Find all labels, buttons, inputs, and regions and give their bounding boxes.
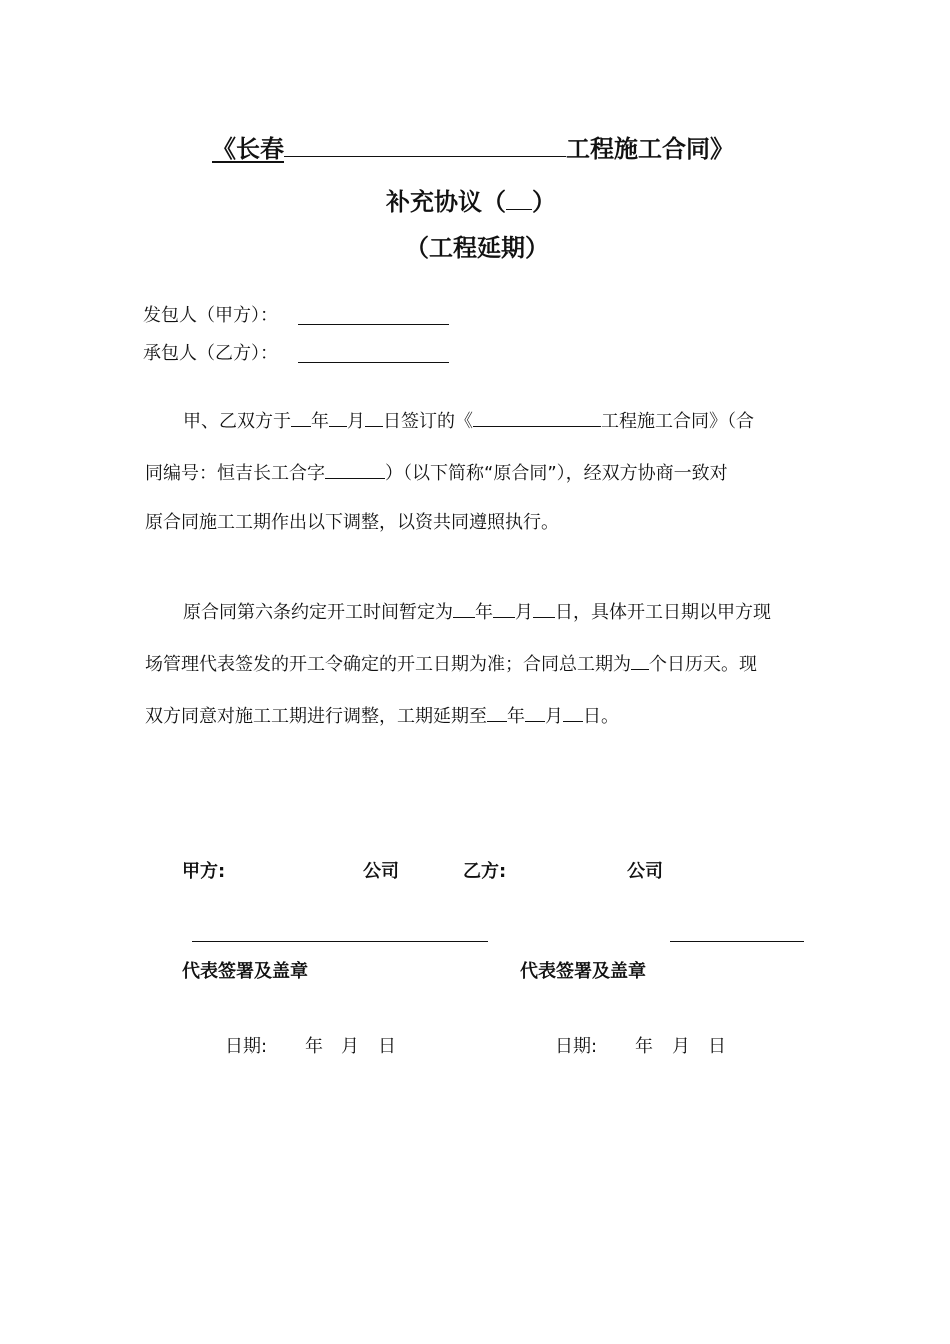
text-segment: 个日历天。现 — [649, 654, 757, 675]
party-b-label: 承包人（乙方）： — [143, 343, 278, 364]
paragraph-1 — [145, 406, 805, 536]
text-segment: 月 — [347, 411, 365, 432]
date-day-a: 日 — [378, 1036, 396, 1057]
title-supplement-prefix: 补充协议（ — [386, 188, 506, 216]
date-label-a: 日期: — [225, 1036, 268, 1057]
party-a-row — [143, 303, 278, 329]
date-month-b: 月 — [672, 1036, 690, 1057]
date-day-b: 日 — [708, 1036, 726, 1057]
sign-year-blank — [291, 406, 311, 427]
title-number-blank — [506, 185, 532, 210]
date-label-b: 日期: — [555, 1036, 598, 1057]
sig-rep-a: 代表签署及盖章 — [182, 961, 308, 982]
text-segment: 月 — [515, 602, 533, 623]
text-segment: 双方同意对施工工期进行调整，工期延期至 — [145, 706, 487, 727]
extend-year-blank — [487, 701, 507, 722]
sig-party-b-label: 乙方: — [463, 861, 507, 882]
sig-company-a-label: 公司 — [363, 861, 399, 882]
contract-name-blank — [473, 406, 601, 427]
sig-rep-b: 代表签署及盖章 — [520, 961, 646, 982]
paragraph-1-line-1 — [183, 406, 754, 432]
title-line-1 — [212, 134, 734, 164]
paragraph-2-line-2 — [145, 649, 757, 675]
paragraph-1-line-2 — [145, 458, 728, 484]
sig-party-a-label: 甲方: — [182, 861, 226, 882]
extend-day-blank — [563, 701, 583, 722]
sign-month-blank — [329, 406, 347, 427]
text-segment: 原合同施工工期作出以下调整，以资共同遵照执行。 — [145, 512, 559, 533]
text-segment: 原合同第六条约定开工时间暂定为 — [183, 602, 453, 623]
contract-number-blank — [325, 458, 385, 479]
title-suffix: 工程施工合同》 — [566, 135, 734, 163]
paragraph-2 — [145, 597, 805, 727]
start-year-blank — [453, 597, 475, 618]
party-b-blank — [298, 362, 449, 363]
sig-company-b-label: 公司 — [627, 861, 663, 882]
paragraph-2-line-3 — [145, 701, 619, 727]
date-month-a: 月 — [341, 1036, 359, 1057]
text-segment: 年 — [475, 602, 493, 623]
sign-day-blank — [365, 406, 383, 427]
title-line-3: （工程延期） — [405, 234, 549, 262]
text-segment: 场管理代表签发的开工令确定的开工日期为准；合同总工期为 — [145, 654, 631, 675]
party-a-label: 发包人（甲方）： — [143, 305, 278, 326]
text-segment: 甲、乙双方于 — [183, 411, 291, 432]
date-year-a: 年 — [305, 1036, 323, 1057]
extend-month-blank — [525, 701, 545, 722]
text-segment: 工程施工合同》（合 — [601, 411, 754, 432]
total-days-blank — [631, 649, 649, 670]
title-prefix: 《长春 — [212, 135, 284, 163]
title-project-blank — [284, 134, 566, 157]
start-day-blank — [533, 597, 555, 618]
text-segment: 日签订的《 — [383, 411, 473, 432]
text-segment: 同编号：恒吉长工合字 — [145, 463, 325, 484]
text-segment: 日。 — [583, 706, 619, 727]
paragraph-1-line-3 — [145, 510, 559, 536]
text-segment: 日，具体开工日期以甲方现 — [555, 602, 771, 623]
title-supplement-suffix: ） — [532, 188, 556, 216]
text-segment: ）（以下简称“原合同”），经双方协商一致对 — [385, 463, 728, 484]
sig-line-b — [670, 941, 804, 942]
text-segment: 年 — [507, 706, 525, 727]
date-row-a — [225, 1034, 267, 1060]
sig-line-a — [192, 941, 488, 942]
text-segment: 年 — [311, 411, 329, 432]
date-row-b — [555, 1034, 597, 1060]
start-month-blank — [493, 597, 515, 618]
party-b-row — [143, 341, 278, 367]
paragraph-2-line-1 — [183, 597, 771, 623]
date-year-b: 年 — [635, 1036, 653, 1057]
text-segment: 月 — [545, 706, 563, 727]
title-line-2 — [386, 185, 556, 217]
party-a-blank — [298, 324, 449, 325]
